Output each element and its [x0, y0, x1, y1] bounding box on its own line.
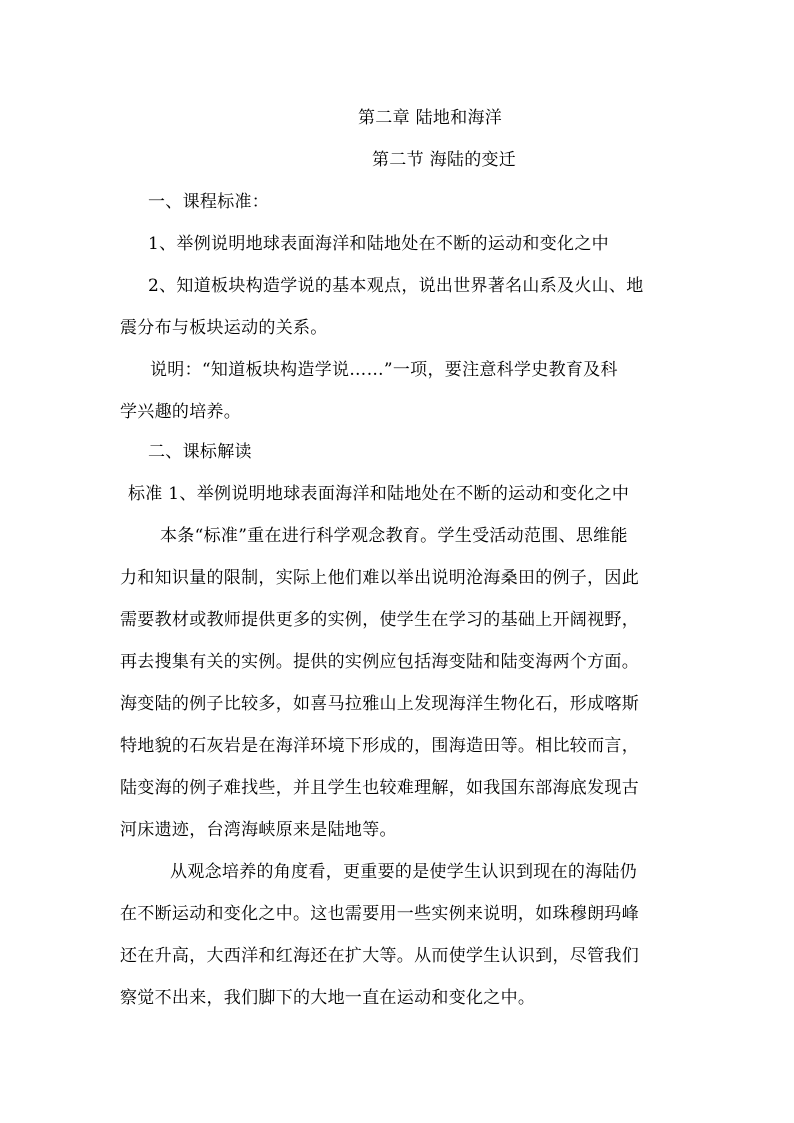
note-line-2: 学兴趣的培养。	[120, 402, 242, 422]
paragraph-line: 在不断运动和变化之中。这也需要用一些实例来说明，如珠穆朗玛峰	[120, 904, 639, 924]
paragraph-line: 本条“标准”重在进行科学观念教育。学生受活动范围、思维能	[160, 526, 628, 546]
section-title: 第二节 海陆的变迁	[372, 150, 517, 170]
paragraph-line: 陆变海的例子难找些，并且学生也较难理解，如我国东部海底发现古	[120, 778, 639, 798]
paragraph-line: 海变陆的例子比较多，如喜马拉雅山上发现海洋生物化石，形成喀斯	[120, 694, 639, 714]
paragraph-line: 从观念培养的角度看，更重要的是使学生认识到现在的海陆仍	[170, 862, 638, 882]
paragraph-line: 还在升高，大西洋和红海还在扩大等。从而使学生认识到，尽管我们	[120, 946, 639, 966]
course-standard-heading: 一、课程标准：	[148, 192, 270, 212]
paragraph-line: 力和知识量的限制，实际上他们难以举出说明沧海桑田的例子，因此	[120, 568, 639, 588]
paragraph-line: 河床遗迹，台湾海峡原来是陆地等。	[120, 820, 397, 840]
standard-1-heading: 标准 1、举例说明地球表面海洋和陆地处在不断的运动和变化之中	[128, 484, 630, 504]
standard-item-2-line-1: 2、知道板块构造学说的基本观点，说出世界著名山系及火山、地	[148, 276, 644, 296]
chapter-title: 第二章 陆地和海洋	[358, 108, 503, 128]
interpretation-heading: 二、课标解读	[148, 442, 252, 462]
paragraph-line: 需要教材或教师提供更多的实例，使学生在学习的基础上开阔视野，	[120, 610, 639, 630]
standard-item-2-line-2: 震分布与板块运动的关系。	[120, 318, 328, 338]
paragraph-line: 再去搜集有关的实例。提供的实例应包括海变陆和陆变海两个方面。	[120, 652, 639, 672]
paragraph-line: 察觉不出来，我们脚下的大地一直在运动和变化之中。	[120, 988, 536, 1008]
note-line-1: 说明：“知道板块构造学说……”一项，要注意科学史教育及科	[150, 360, 618, 380]
standard-item-1: 1、举例说明地球表面海洋和陆地处在不断的运动和变化之中	[148, 234, 609, 254]
paragraph-line: 特地貌的石灰岩是在海洋环境下形成的，围海造田等。相比较而言，	[120, 736, 639, 756]
